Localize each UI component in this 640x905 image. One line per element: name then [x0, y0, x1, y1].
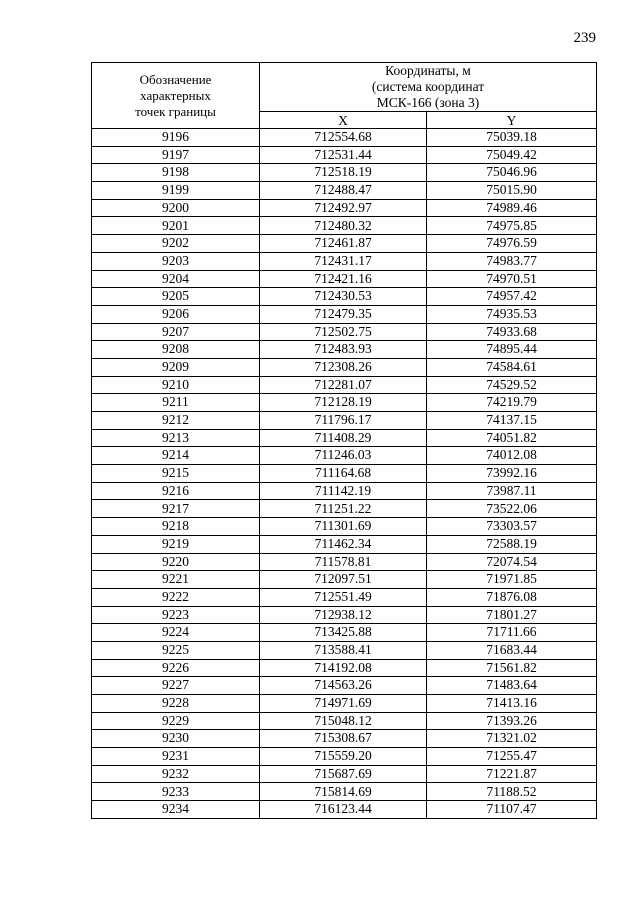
point-header-line: точек границы — [135, 103, 216, 119]
y-coordinate-cell: 71188.52 — [427, 783, 597, 801]
table-row — [92, 783, 597, 801]
x-coordinate-cell: 715814.69 — [260, 783, 427, 801]
y-coordinate-cell: 74935.53 — [427, 305, 597, 323]
point-id-cell: 9228 — [92, 695, 260, 713]
x-coordinate-cell: 711796.17 — [260, 412, 427, 430]
coords-header-line: МСК-166 (зона 3) — [376, 95, 480, 110]
x-coordinate-cell: 711408.29 — [260, 429, 427, 447]
point-id-cell: 9221 — [92, 571, 260, 589]
y-coordinate-cell: 74976.59 — [427, 235, 597, 253]
table-row — [92, 164, 597, 182]
x-coordinate-cell: 712281.07 — [260, 376, 427, 394]
y-coordinate-cell: 74957.42 — [427, 288, 597, 306]
table-row — [92, 288, 597, 306]
x-coordinate-cell: 712488.47 — [260, 182, 427, 200]
point-id-cell: 9212 — [92, 412, 260, 430]
y-coordinate-cell: 71711.66 — [427, 624, 597, 642]
x-coordinate-cell: 712421.16 — [260, 270, 427, 288]
point-id-cell: 9231 — [92, 748, 260, 766]
x-coordinate-cell: 712492.97 — [260, 199, 427, 217]
point-id-cell: 9210 — [92, 376, 260, 394]
point-id-cell: 9215 — [92, 465, 260, 483]
point-header-line: Обозначение — [139, 71, 212, 87]
point-id-cell: 9227 — [92, 677, 260, 695]
y-coordinate-cell: 75046.96 — [427, 164, 597, 182]
table-row — [92, 535, 597, 553]
table-row — [92, 695, 597, 713]
point-id-cell: 9197 — [92, 146, 260, 164]
point-id-cell: 9222 — [92, 588, 260, 606]
table-row — [92, 270, 597, 288]
point-id-cell: 9216 — [92, 482, 260, 500]
y-coordinate-cell: 72074.54 — [427, 553, 597, 571]
point-id-cell: 9207 — [92, 323, 260, 341]
table-row — [92, 588, 597, 606]
table-row — [92, 606, 597, 624]
point-id-cell: 9203 — [92, 252, 260, 270]
table-row — [92, 305, 597, 323]
table-row — [92, 553, 597, 571]
point-id-cell: 9213 — [92, 429, 260, 447]
table-row — [92, 129, 597, 147]
y-coordinate-cell: 74970.51 — [427, 270, 597, 288]
x-coordinate-cell: 713588.41 — [260, 641, 427, 659]
x-coordinate-cell: 712938.12 — [260, 606, 427, 624]
y-coordinate-cell: 73303.57 — [427, 518, 597, 536]
y-coordinate-cell: 71321.02 — [427, 730, 597, 748]
table-row — [92, 641, 597, 659]
y-coordinate-cell: 71971.85 — [427, 571, 597, 589]
y-coordinate-cell: 73992.16 — [427, 465, 597, 483]
table-row — [92, 712, 597, 730]
point-id-cell: 9196 — [92, 129, 260, 147]
point-id-cell: 9208 — [92, 341, 260, 359]
y-coordinate-cell: 73987.11 — [427, 482, 597, 500]
y-coordinate-cell: 71413.16 — [427, 695, 597, 713]
x-column-header: X — [260, 112, 427, 129]
y-coordinate-cell: 71483.64 — [427, 677, 597, 695]
x-coordinate-cell: 711142.19 — [260, 482, 427, 500]
y-coordinate-cell: 71683.44 — [427, 641, 597, 659]
point-id-cell: 9223 — [92, 606, 260, 624]
x-coordinate-cell: 712518.19 — [260, 164, 427, 182]
table-row — [92, 323, 597, 341]
point-id-cell: 9202 — [92, 235, 260, 253]
y-coordinate-cell: 74137.15 — [427, 412, 597, 430]
point-id-cell: 9204 — [92, 270, 260, 288]
y-coordinate-cell: 71255.47 — [427, 748, 597, 766]
table-row — [92, 235, 597, 253]
table-row — [92, 518, 597, 536]
point-id-cell: 9232 — [92, 765, 260, 783]
x-coordinate-cell: 715687.69 — [260, 765, 427, 783]
table-row — [92, 394, 597, 412]
x-coordinate-cell: 713425.88 — [260, 624, 427, 642]
x-coordinate-cell: 712461.87 — [260, 235, 427, 253]
coords-header-line: Координаты, м — [385, 63, 471, 78]
y-coordinate-cell: 74529.52 — [427, 376, 597, 394]
table-row — [92, 500, 597, 518]
y-coordinate-cell: 75049.42 — [427, 146, 597, 164]
point-id-cell: 9225 — [92, 641, 260, 659]
x-coordinate-cell: 712430.53 — [260, 288, 427, 306]
x-coordinate-cell: 716123.44 — [260, 801, 427, 819]
x-coordinate-cell: 712551.49 — [260, 588, 427, 606]
table-row — [92, 748, 597, 766]
x-coordinate-cell: 712480.32 — [260, 217, 427, 235]
table-body — [92, 129, 597, 819]
y-coordinate-cell: 71561.82 — [427, 659, 597, 677]
y-coordinate-cell: 74012.08 — [427, 447, 597, 465]
point-id-cell: 9205 — [92, 288, 260, 306]
y-coordinate-cell: 74989.46 — [427, 199, 597, 217]
table-row — [92, 465, 597, 483]
x-coordinate-cell: 712308.26 — [260, 358, 427, 376]
y-coordinate-cell: 75015.90 — [427, 182, 597, 200]
x-coordinate-cell: 712502.75 — [260, 323, 427, 341]
table-row — [92, 146, 597, 164]
table-row — [92, 182, 597, 200]
y-column-header: Y — [427, 112, 597, 129]
point-designation-header — [92, 63, 260, 129]
y-coordinate-cell: 71221.87 — [427, 765, 597, 783]
point-id-cell: 9201 — [92, 217, 260, 235]
table-row — [92, 624, 597, 642]
table-row — [92, 659, 597, 677]
y-coordinate-cell: 74895.44 — [427, 341, 597, 359]
point-id-cell: 9217 — [92, 500, 260, 518]
point-id-cell: 9209 — [92, 358, 260, 376]
y-coordinate-cell: 71393.26 — [427, 712, 597, 730]
x-coordinate-cell: 715308.67 — [260, 730, 427, 748]
point-header-line: характерных — [140, 87, 211, 103]
x-coordinate-cell: 711246.03 — [260, 447, 427, 465]
x-coordinate-cell: 712128.19 — [260, 394, 427, 412]
x-coordinate-cell: 711251.22 — [260, 500, 427, 518]
x-coordinate-cell: 711462.34 — [260, 535, 427, 553]
y-coordinate-cell: 74975.85 — [427, 217, 597, 235]
x-coordinate-cell: 714192.08 — [260, 659, 427, 677]
x-coordinate-cell: 715048.12 — [260, 712, 427, 730]
page-number: 239 — [573, 30, 596, 46]
x-coordinate-cell: 711164.68 — [260, 465, 427, 483]
x-coordinate-cell: 711578.81 — [260, 553, 427, 571]
table-row — [92, 765, 597, 783]
x-coordinate-cell: 711301.69 — [260, 518, 427, 536]
y-coordinate-cell: 75039.18 — [427, 129, 597, 147]
point-id-cell: 9234 — [92, 801, 260, 819]
x-coordinate-cell: 712097.51 — [260, 571, 427, 589]
point-id-cell: 9199 — [92, 182, 260, 200]
point-id-cell: 9226 — [92, 659, 260, 677]
table-row — [92, 358, 597, 376]
y-coordinate-cell: 74584.61 — [427, 358, 597, 376]
point-id-cell: 9233 — [92, 783, 260, 801]
table-row — [92, 341, 597, 359]
x-coordinate-cell: 714971.69 — [260, 695, 427, 713]
point-id-cell: 9218 — [92, 518, 260, 536]
x-coordinate-cell: 715559.20 — [260, 748, 427, 766]
y-coordinate-cell: 71876.08 — [427, 588, 597, 606]
point-id-cell: 9230 — [92, 730, 260, 748]
y-coordinate-cell: 74051.82 — [427, 429, 597, 447]
coords-header-line: (система координат — [371, 79, 485, 94]
y-coordinate-cell: 74933.68 — [427, 323, 597, 341]
table-row — [92, 730, 597, 748]
table-row — [92, 429, 597, 447]
x-coordinate-cell: 712531.44 — [260, 146, 427, 164]
point-id-cell: 9214 — [92, 447, 260, 465]
y-coordinate-cell: 72588.19 — [427, 535, 597, 553]
table-row — [92, 217, 597, 235]
x-coordinate-cell: 712479.35 — [260, 305, 427, 323]
point-id-cell: 9229 — [92, 712, 260, 730]
table-row — [92, 412, 597, 430]
coordinates-header — [260, 63, 597, 112]
point-id-cell: 9200 — [92, 199, 260, 217]
x-coordinate-cell: 714563.26 — [260, 677, 427, 695]
table-row — [92, 376, 597, 394]
coordinates-table — [91, 62, 597, 819]
point-id-cell: 9211 — [92, 394, 260, 412]
y-coordinate-cell: 73522.06 — [427, 500, 597, 518]
table-row — [92, 199, 597, 217]
table-row — [92, 447, 597, 465]
point-id-cell: 9206 — [92, 305, 260, 323]
point-id-cell: 9220 — [92, 553, 260, 571]
point-id-cell: 9224 — [92, 624, 260, 642]
x-coordinate-cell: 712431.17 — [260, 252, 427, 270]
y-coordinate-cell: 74219.79 — [427, 394, 597, 412]
table-row — [92, 252, 597, 270]
x-coordinate-cell: 712483.93 — [260, 341, 427, 359]
y-coordinate-cell: 71801.27 — [427, 606, 597, 624]
y-coordinate-cell: 71107.47 — [427, 801, 597, 819]
table-row — [92, 571, 597, 589]
table-row — [92, 801, 597, 819]
point-id-cell: 9219 — [92, 535, 260, 553]
table-row — [92, 677, 597, 695]
table-row — [92, 482, 597, 500]
y-coordinate-cell: 74983.77 — [427, 252, 597, 270]
table-header — [92, 63, 597, 129]
x-coordinate-cell: 712554.68 — [260, 129, 427, 147]
point-id-cell: 9198 — [92, 164, 260, 182]
